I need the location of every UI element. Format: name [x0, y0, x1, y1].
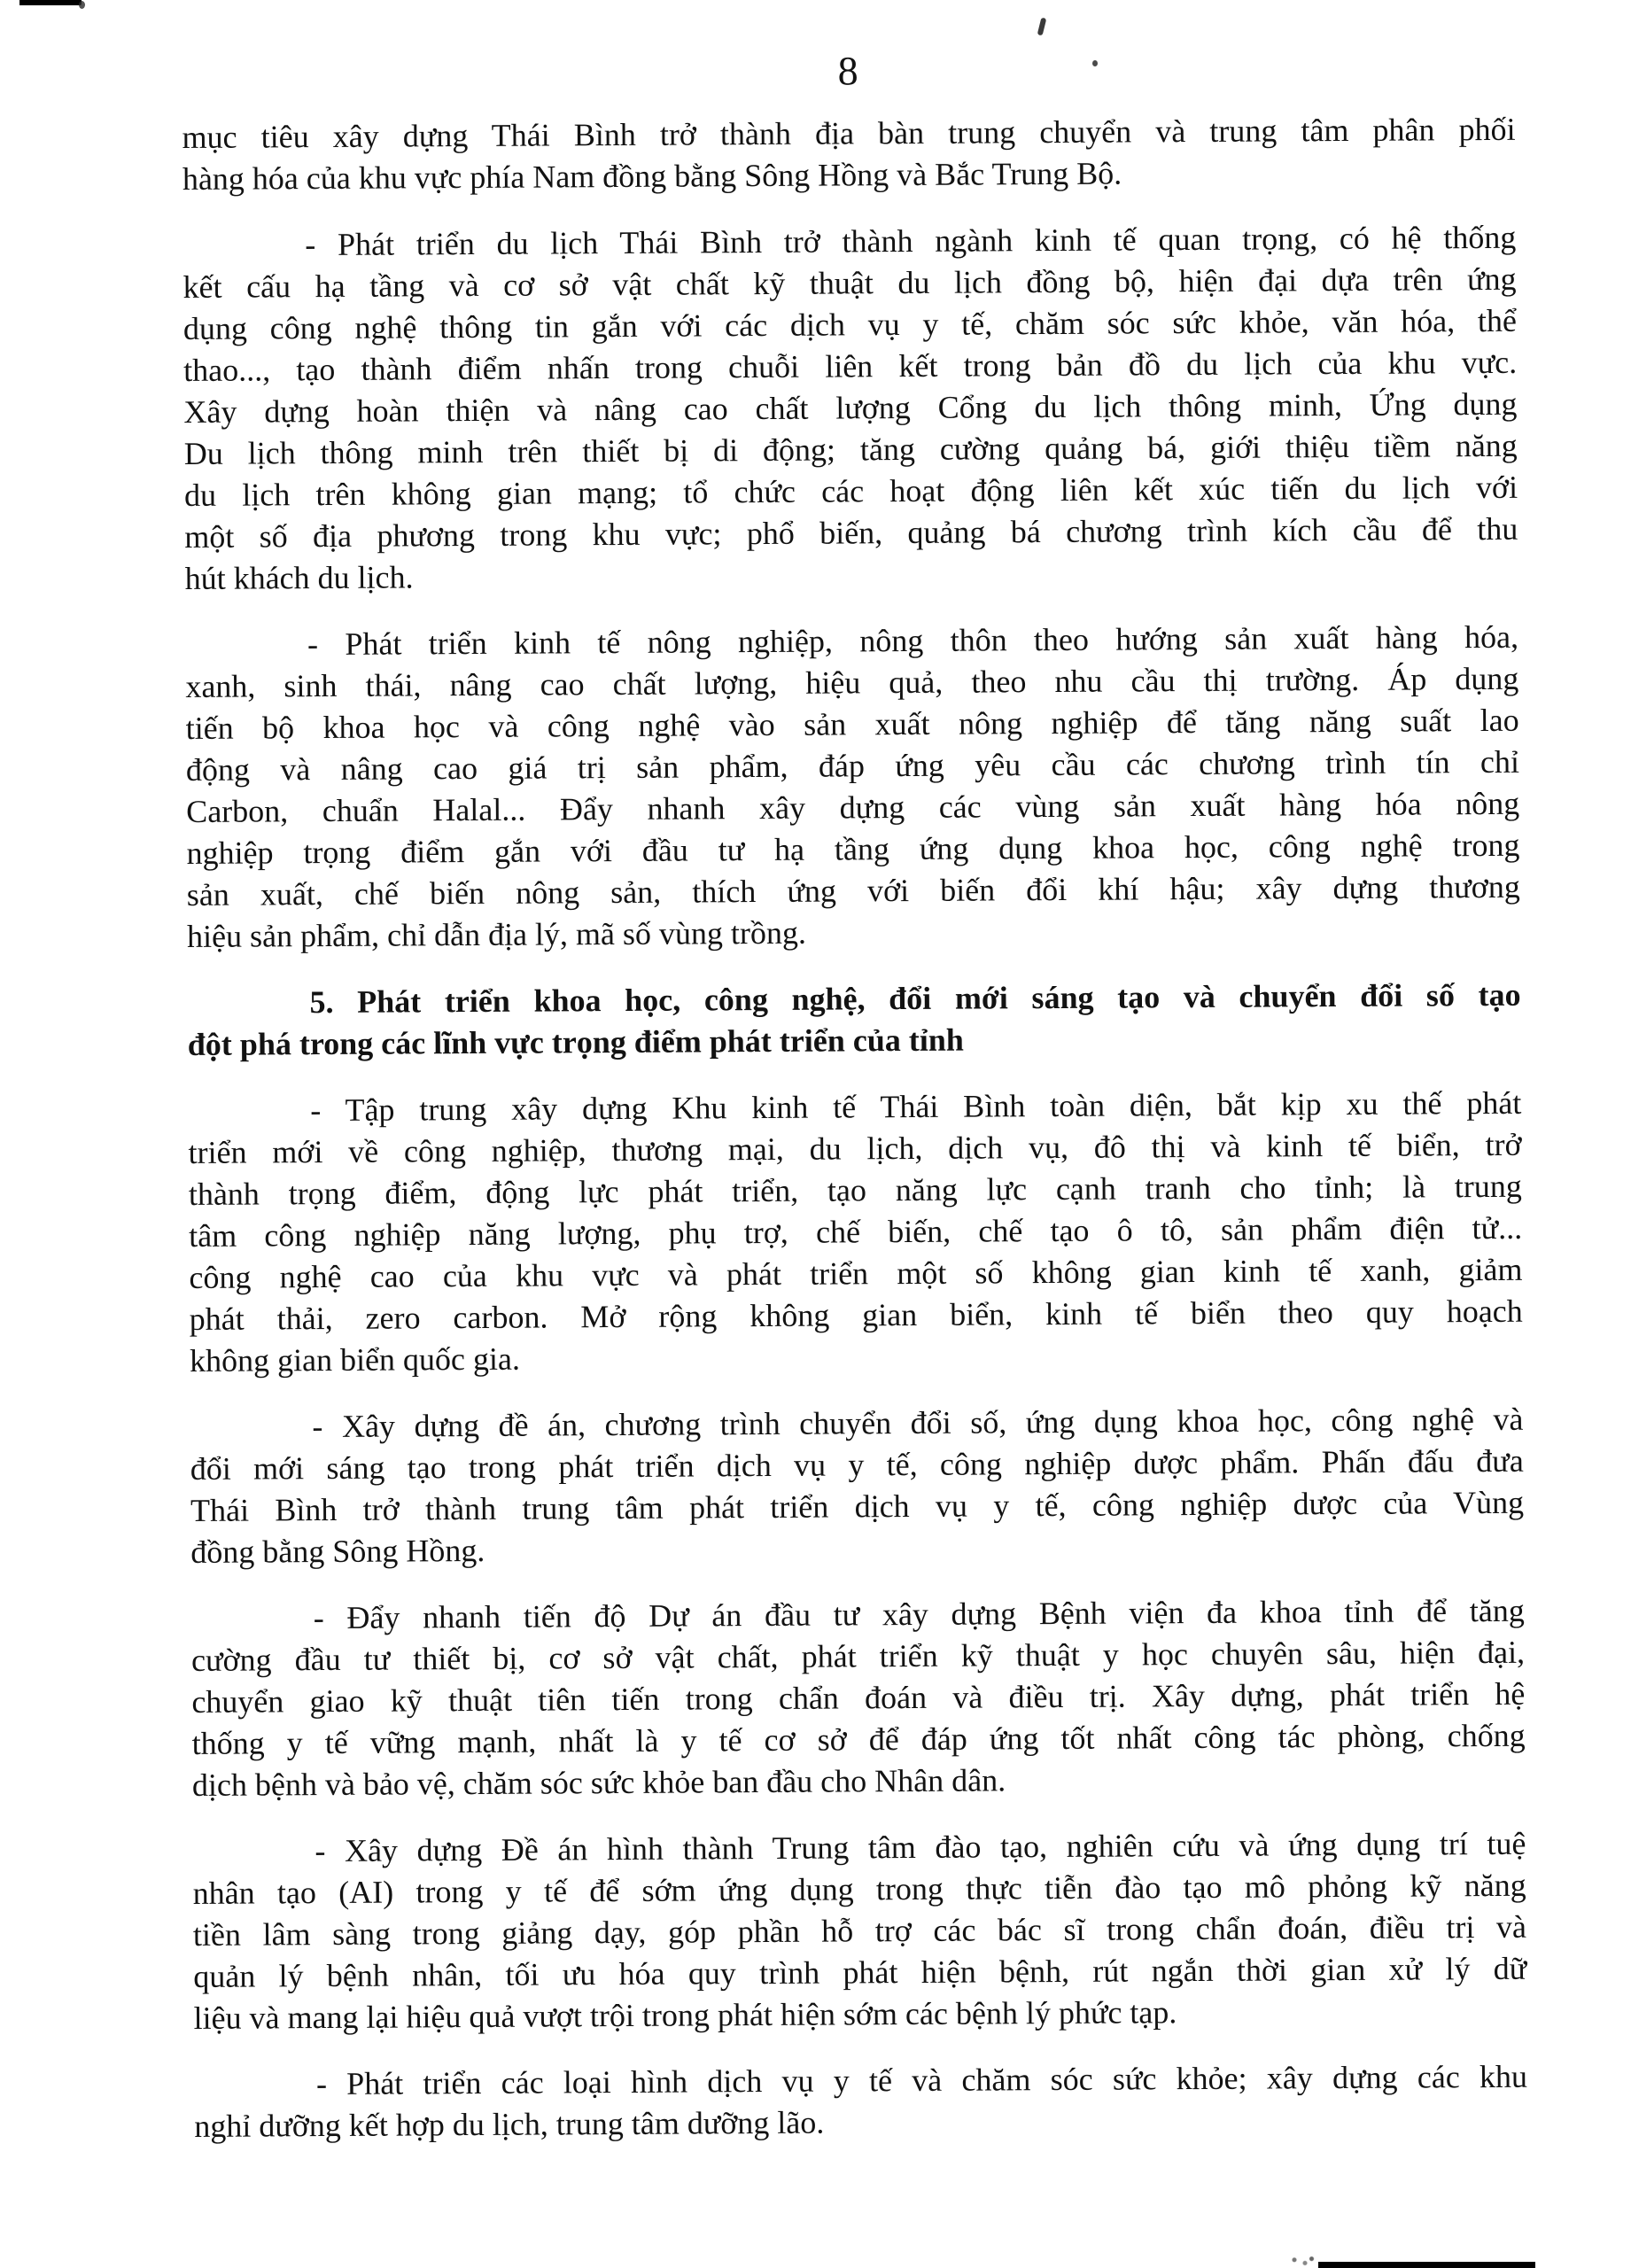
text-line: công nghệ cao của khu vực và phát triển một số không gian kinh tế xanh, giảm	[189, 1251, 1523, 1295]
text-line: tiến bộ khoa học và công nghệ vào sản xuất nông nghiệp để tăng năng suất lao	[185, 702, 1519, 746]
paragraph	[182, 109, 1516, 200]
text-line: không gian biển quốc gia.	[189, 1340, 521, 1379]
text-line: - Xây dựng Đề án hình thành Trung tâm đào tạo, nghiên cứu và ứng dụng trí tuệ	[315, 1825, 1526, 1869]
text-line: liệu và mang lại hiệu quả vượt trội trong phát hiện sớm các bệnh lý phức tạp.	[193, 1994, 1177, 2036]
text-line: Du lịch thông minh trên thiết bị di động; tăng cường quảng bá, giới thiệu tiềm năng	[183, 427, 1518, 471]
text-line: chuyển giao kỹ thuật tiên tiến trong chẩn đoán và điều trị. Xây dựng, phát triển hệ	[191, 1675, 1526, 1720]
text-line: quản lý bệnh nhân, tối ưu hóa quy trình phát hiện bệnh, rút ngắn thời gian xử lý dữ	[193, 1950, 1527, 1994]
paragraph	[191, 1590, 1526, 1806]
text-line: một số địa phương trong khu vực; phổ biến, quảng bá chương trình kích cầu để thu	[184, 510, 1518, 555]
text-line: 5. Phát triển khoa học, công nghệ, đổi mới sáng tạo và chuyển đổi số tạo	[309, 976, 1521, 1021]
paragraph	[194, 2056, 1528, 2148]
text-line: kết cấu hạ tầng và cơ sở vật chất kỹ thuật du lịch đồng bộ, hiện đại dựa trên ứng	[183, 260, 1517, 305]
text-line: - Phát triển kinh tế nông nghiệp, nông thôn theo hướng sản xuất hàng hóa,	[307, 618, 1519, 663]
text-line: mục tiêu xây dựng Thái Bình trở thành địa bàn trung chuyển và trung tâm phân phối	[182, 111, 1516, 155]
scan-artifact-bottom-right-speckles	[1289, 2256, 1316, 2266]
text-line: triển mới về công nghiệp, thương mại, du lịch, dịch vụ, đô thị và kinh tế biển, trở	[188, 1126, 1522, 1170]
text-line: - Xây dựng đề án, chương trình chuyển đổi số, ứng dụng khoa học, công nghệ và	[312, 1401, 1524, 1445]
text-line: - Phát triển du lịch Thái Bình trở thành ngành kinh tế quan trọng, có hệ thống	[305, 219, 1517, 263]
text-line: Carbon, chuẩn Halal... Đẩy nhanh xây dựng các vùng sản xuất hàng hóa nông	[186, 785, 1520, 829]
text-line: nghiệp trọng điểm gắn với đầu tư hạ tầng ứng dụng khoa học, công nghệ trong	[186, 827, 1520, 871]
text-line: sản xuất, chế biến nông sản, thích ứng với biến đổi khí hậu; xây dựng thương	[186, 868, 1520, 913]
text-line: dịch bệnh và bảo vệ, chăm sóc sức khỏe ban đầu cho Nhân dân.	[191, 1762, 1006, 1803]
scan-artifact-top-left-nub	[79, 1, 85, 9]
text-line: thao..., tạo thành điểm nhấn trong chuỗi liên kết trong bản đồ du lịch của khu vực.	[183, 344, 1518, 388]
text-line: hiệu sản phẩm, chỉ dẫn địa lý, mã số vùng trồng.	[186, 914, 807, 954]
text-line: xanh, sinh thái, nâng cao chất lượng, hiệu quả, theo nhu cầu thị trường. Áp dụng	[185, 660, 1519, 704]
paragraph	[192, 1823, 1526, 2039]
text-line: tâm công nghiệp năng lượng, phụ trợ, chế biến, chế tạo ô tô, sản phẩm điện tử...	[189, 1209, 1523, 1254]
text-line: động và nâng cao giá trị sản phẩm, đáp ứng yêu cầu các chương trình tín chỉ	[185, 743, 1520, 788]
scan-artifact-top-right-tick	[1037, 18, 1047, 36]
text-line: thành trọng điểm, động lực phát triển, tạo năng lực cạnh tranh cho tỉnh; là trung	[188, 1168, 1522, 1212]
text-line: thống y tế vững mạnh, nhất là y tế cơ sở để đáp ứng tốt nhất công tác phòng, chống	[191, 1717, 1526, 1761]
text-line: phát thải, zero carbon. Mở rộng không gian biển, kinh tế biển theo quy hoạch	[189, 1293, 1523, 1337]
paragraph	[190, 1399, 1524, 1573]
paragraph	[188, 1083, 1523, 1382]
text-line: nhân tạo (AI) trong y tế để sớm ứng dụng trong thực tiễn đào tạo mô phỏng kỹ năng	[192, 1867, 1526, 1911]
text-line: Thái Bình trở thành trung tâm phát triển dịch vụ y tế, công nghiệp dược của Vùng	[190, 1484, 1525, 1528]
text-line: Xây dựng hoàn thiện và nâng cao chất lượng Cổng du lịch thông minh, Ứng dụng	[183, 385, 1518, 430]
text-line: - Đẩy nhanh tiến độ Dự án đầu tư xây dựng Bệnh viện đa khoa tỉnh để tăng	[313, 1592, 1525, 1636]
document-scan	[182, 45, 1527, 2148]
page-number: 8	[837, 48, 859, 94]
paragraph	[183, 217, 1518, 600]
text-line: - Phát triển các loại hình dịch vụ y tế và chăm sóc sức khỏe; xây dựng các khu	[315, 2058, 1528, 2102]
text-line: đột phá trong các lĩnh vực trọng điểm phát triển của tỉnh	[187, 1021, 964, 1062]
text-line: hàng hóa của khu vực phía Nam đồng bằng Sông Hồng và Bắc Trung Bộ.	[182, 155, 1122, 197]
text-line: đồng bằng Sông Hồng.	[190, 1532, 485, 1570]
scan-artifact-top-left-bar	[19, 0, 82, 5]
text-line: du lịch trên không gian mạng; tổ chức các hoạt động liên kết xúc tiến du lịch với	[183, 469, 1518, 513]
text-line: cường đầu tư thiết bị, cơ sở vật chất, phát triển kỹ thuật y học chuyên sâu, hiện đại,	[190, 1634, 1526, 1678]
document-body	[182, 109, 1527, 2148]
text-line: nghỉ dưỡng kết hợp du lịch, trung tâm dưỡng lão.	[194, 2104, 825, 2144]
text-line: dụng công nghệ thông tin gắn với các dịch vụ y tế, chăm sóc sức khỏe, văn hóa, thể	[183, 302, 1517, 346]
text-line: đổi mới sáng tạo trong phát triển dịch vụ y tế, công nghiệp dược phẩm. Phấn đấu đưa	[190, 1442, 1524, 1487]
text-line: hút khách du lịch.	[184, 559, 414, 596]
section-heading	[187, 975, 1521, 1066]
paragraph	[185, 617, 1520, 958]
text-line: tiền lâm sàng trong giảng dạy, góp phần hỗ trợ các bác sĩ trong chẩn đoán, điều trị và	[192, 1908, 1527, 1953]
scan-artifact-bottom-right-bar	[1318, 2262, 1535, 2268]
text-line: - Tập trung xây dựng Khu kinh tế Thái Bình toàn diện, bắt kịp xu thế phát	[310, 1084, 1522, 1129]
